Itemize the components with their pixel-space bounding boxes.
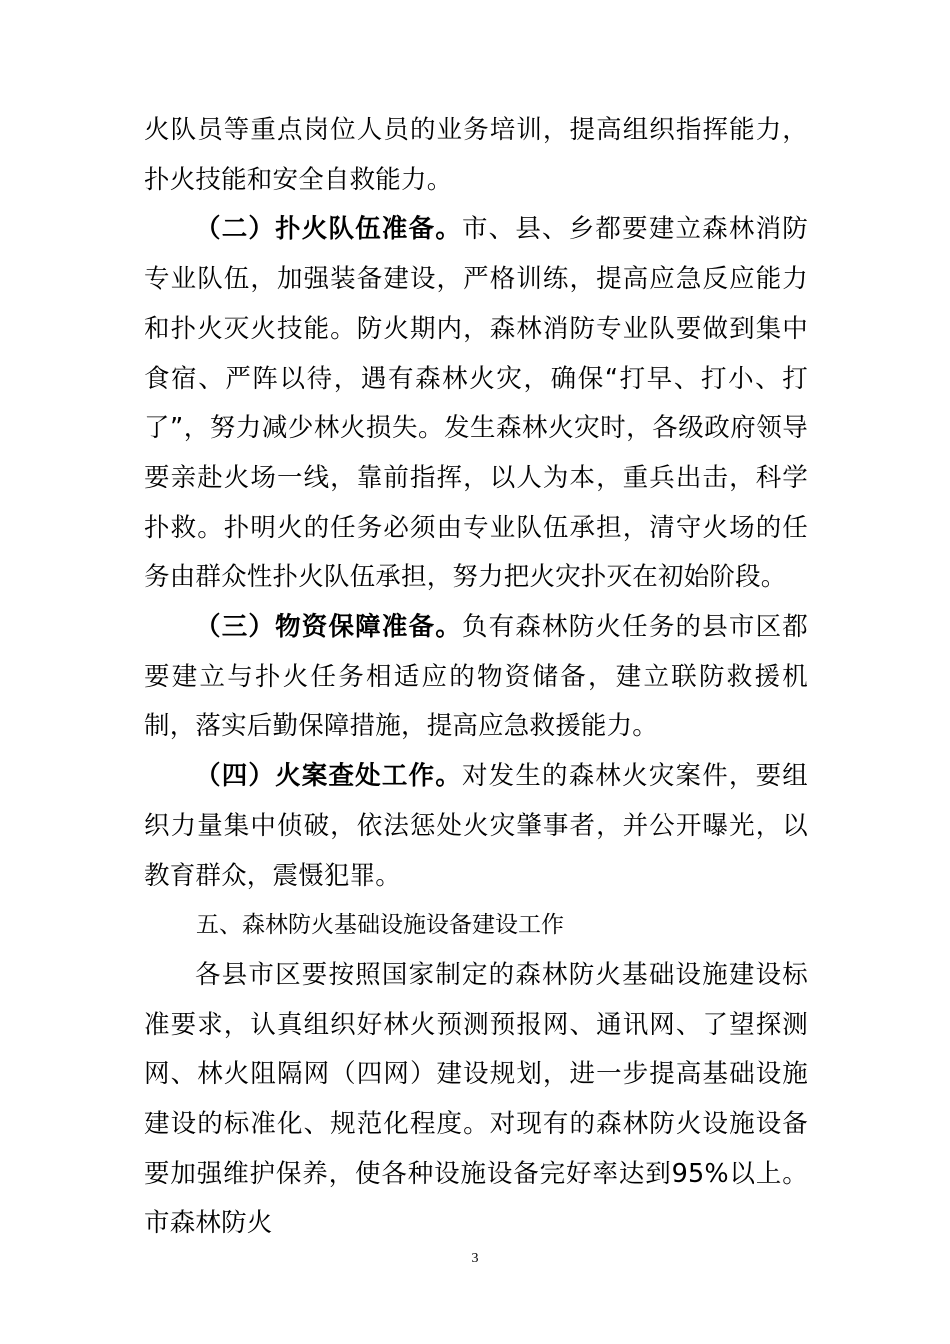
paragraph-text: 市、县、乡都要建立森林消防专业队伍，加强装备建设，严格训练，提高应急反应能力和扑火灭火技能。防火期内，森林消防专业队要做到集中食宿、严阵以待，遇有森林火灾，确保“打早、打小、打了”，努力减少林火损失。发生森林火灾时，各级政府领导要亲赴火场一线，靠前指挥，以人为本，重兵出击，科学扑救。扑明火的任务必须由专业队伍承担，清守火场的任务由群众性扑火队伍承担，努力把火灾扑灭在初始阶段。	[144, 214, 808, 593]
paragraph-text: 各县市区要按照国家制定的森林防火基础设施建设标准要求，认真组织好林火预测预报网、通讯网、了望探测网、林火阻隔网（四网）建设规划，进一步提高基础设施建设的标准化、规范化程度。对现有的森林防火设施设备要加强维护保养，使各种设施设备完好率达到95%以上。市森林防火	[144, 959, 808, 1239]
paragraph-fire-case	[144, 752, 808, 901]
paragraph-text: 负有森林防火任务的县市区都要建立与扑火任务相适应的物资储备，建立联防救援机制，落实后勤保障措施，提高应急救援能力。	[144, 612, 808, 742]
paragraph-continued	[144, 106, 808, 205]
paragraph-firefighting-team	[144, 205, 808, 603]
paragraph-text: 对发生的森林火灾案件，要组织力量集中侦破，依法惩处火灾肇事者，并公开曝光，以教育群众，震慑犯罪。	[144, 761, 808, 891]
document-body	[144, 106, 808, 1249]
paragraph-lead: （三）物资保障准备。	[195, 612, 462, 643]
paragraph-text: 火队员等重点岗位人员的业务培训，提高组织指挥能力，扑火技能和安全自救能力。	[144, 115, 808, 195]
paragraph-lead: （四）火案查处工作。	[195, 761, 462, 792]
section-heading: 五、森林防火基础设施设备建设工作	[196, 912, 564, 939]
paragraph-lead: （二）扑火队伍准备。	[195, 214, 462, 245]
page-number: 3	[471, 1251, 479, 1266]
paragraph-infrastructure	[144, 951, 808, 1249]
paragraph-material-support	[144, 603, 808, 752]
